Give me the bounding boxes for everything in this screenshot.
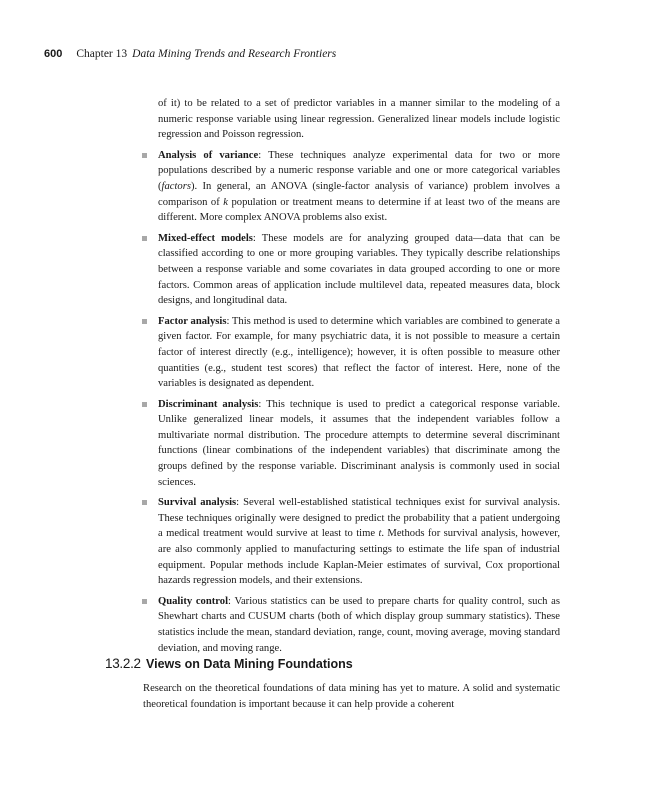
list-item-analysis-of-variance: Analysis of variance: These techniques analyze experimental data for two or more populations described by a numeric response variable and one or more categorical variables (factors). In general, an ANOVA (single-factor analysis of variance) problem involves a comparison of k population or treatment means to determine if at least two of the means are different. More complex ANOVA problems also exist.: [158, 148, 560, 226]
term: Survival analysis: [158, 497, 237, 509]
list-item-mixed-effect-models: Mixed-effect models: These models are for analyzing grouped data—data that can be classified according to one or more grouping variables. They typically describe relationships between a response variable and some covariates in data grouped according to one or more factors. Common areas of application include multilevel data, repeated measures data, block designs, and longitudinal data.: [158, 231, 560, 309]
running-header: [44, 48, 584, 60]
technique-list: [158, 148, 560, 656]
section-body: [143, 681, 560, 712]
square-bullet-icon: [142, 599, 147, 604]
main-content: [158, 96, 560, 656]
list-item-quality-control: Quality control: Various statistics can be used to prepare charts for quality control, such as Shewhart charts and CUSUM charts (both of which display group summary statistics). These statistics include the mean, standard deviation, range, count, moving average, moving standard deviation, and moving range.: [158, 594, 560, 656]
list-item-survival-analysis: Survival analysis: Several well-established statistical techniques exist for survival analysis. These techniques originally were designed to predict the probability that a patient undergoing a medical treatment would survive at least to time t. Methods for survival analysis, however, are also commonly applied to manufacturing settings to estimate the life span of industrial equipment. Popular methods include Kaplan-Meier estimates of survival, Cox proportional hazards regression models, and their extensions.: [158, 495, 560, 589]
term: Discriminant analysis: [158, 398, 259, 410]
term: Mixed-effect models: [158, 232, 253, 244]
term: Factor analysis: [158, 315, 227, 327]
square-bullet-icon: [142, 319, 147, 324]
page-number: 600: [44, 48, 63, 60]
chapter-label: Chapter 13: [76, 48, 128, 60]
square-bullet-icon: [142, 500, 147, 505]
list-item-discriminant-analysis: Discriminant analysis: This technique is used to predict a categorical response variable. Unlike generalized linear models, it assumes that the independent variables follow a multivariate normal distribution. The procedure attempts to determine several discriminant functions (linear combinations of the independent variables) that discriminate among the groups defined by the response variable. Discriminant analysis is commonly used in social sciences.: [158, 397, 560, 491]
term: Analysis of variance: [158, 149, 259, 161]
section-paragraph: Research on the theoretical foundations of data mining has yet to mature. A solid and systematic theoretical foundation is important because it can help provide a coherent: [143, 683, 560, 710]
term: Quality control: [158, 595, 229, 607]
section-heading: [105, 656, 565, 672]
intro-continuation: of it) to be related to a set of predictor variables in a manner similar to the modeling of a numeric response variable using linear regression. Generalized linear models include logistic regression and Poisson regression.: [158, 98, 560, 141]
list-item-factor-analysis: Factor analysis: This method is used to determine which variables are combined to generate a given factor. For example, for many psychiatric data, it is not possible to measure a certain factor of interest directly (e.g., intelligence); however, it is often possible to measure other quantities (e.g., student test scores) that reflect the factor of interest. Here, none of the variables is designated as dependent.: [158, 314, 560, 392]
square-bullet-icon: [142, 236, 147, 241]
section-number: 13.2.2: [105, 656, 141, 671]
section-title: Views on Data Mining Foundations: [145, 657, 353, 671]
chapter-title: Data Mining Trends and Research Frontiers: [132, 48, 337, 60]
square-bullet-icon: [142, 402, 147, 407]
square-bullet-icon: [142, 153, 147, 158]
